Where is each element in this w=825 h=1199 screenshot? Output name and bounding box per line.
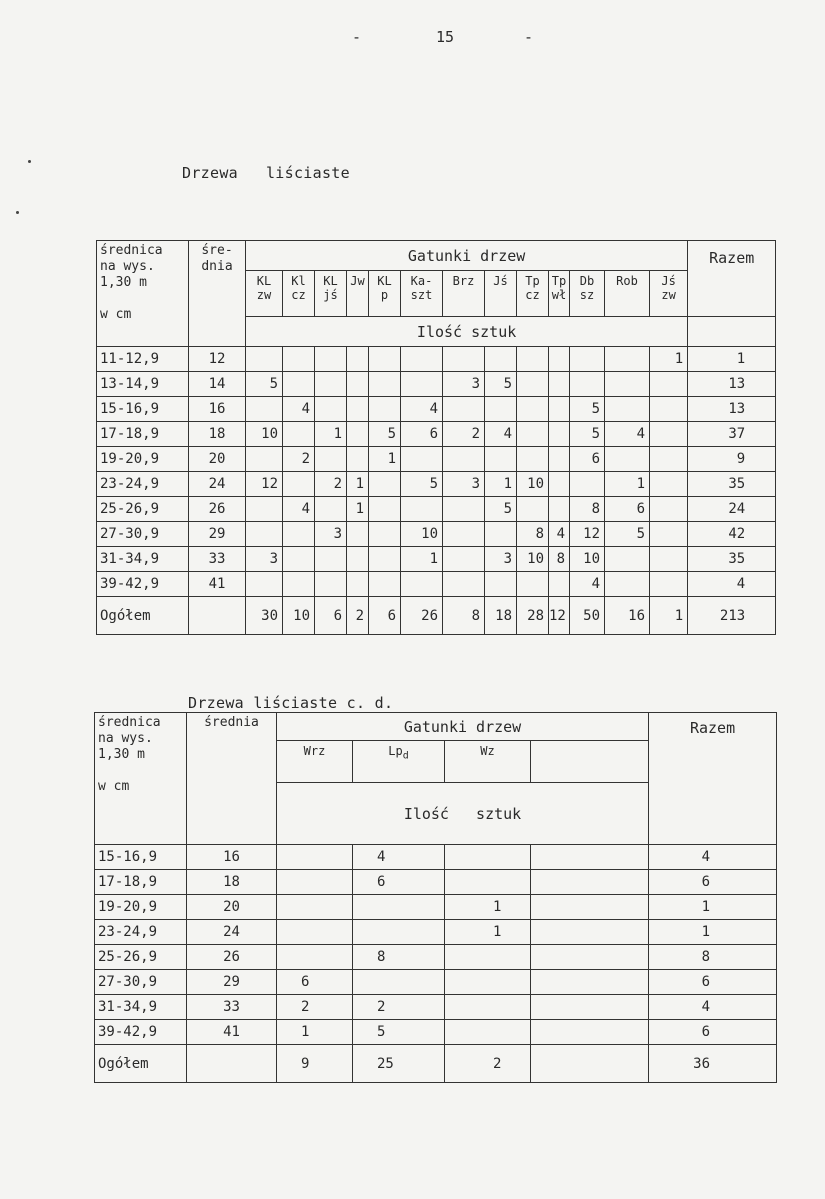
total-cell: 35	[688, 547, 776, 572]
table-row	[95, 920, 777, 945]
count-cell	[347, 547, 369, 572]
average-cell: 41	[187, 1020, 277, 1045]
count-cell: 9	[277, 1045, 353, 1083]
count-cell	[283, 422, 315, 447]
count-cell	[277, 945, 353, 970]
count-cell: 2	[443, 422, 485, 447]
count-cell	[347, 347, 369, 372]
diameter-range-cell: Ogółem	[95, 1045, 187, 1083]
count-cell	[650, 422, 688, 447]
table-row	[97, 472, 776, 497]
count-cell: 10	[517, 547, 549, 572]
count-cell	[246, 522, 283, 547]
diameter-range-cell: 31-34,9	[97, 547, 189, 572]
average-cell: 41	[189, 572, 246, 597]
count-cell	[650, 397, 688, 422]
t1-header-total-blank	[688, 317, 776, 347]
count-cell: 4	[549, 522, 570, 547]
average-cell: 24	[187, 920, 277, 945]
table-row	[97, 397, 776, 422]
count-cell	[443, 347, 485, 372]
table-row	[97, 372, 776, 397]
table1	[96, 240, 776, 635]
count-cell: 10	[517, 472, 549, 497]
count-cell	[485, 447, 517, 472]
count-cell: 5	[246, 372, 283, 397]
count-cell: 8	[353, 945, 445, 970]
table-row	[95, 995, 777, 1020]
count-cell	[605, 572, 650, 597]
count-cell: 16	[605, 597, 650, 635]
count-cell: 5	[570, 397, 605, 422]
total-cell: 35	[688, 472, 776, 497]
diameter-range-cell: 25-26,9	[97, 497, 189, 522]
count-cell	[246, 497, 283, 522]
t1-species-header: Db sz	[570, 271, 605, 317]
count-cell	[353, 970, 445, 995]
average-cell: 18	[189, 422, 246, 447]
table-row	[95, 1020, 777, 1045]
table-sum-row	[95, 1045, 777, 1083]
count-cell: 1	[445, 895, 531, 920]
count-cell	[347, 397, 369, 422]
count-cell: 8	[549, 547, 570, 572]
count-cell	[369, 572, 401, 597]
total-cell: 6	[649, 870, 777, 895]
diameter-range-cell: 17-18,9	[95, 870, 187, 895]
t2-species-header	[531, 741, 649, 783]
count-cell	[401, 497, 443, 522]
average-cell: 20	[187, 895, 277, 920]
count-cell	[246, 397, 283, 422]
diameter-range-cell: Ogółem	[97, 597, 189, 635]
count-cell: 6	[369, 597, 401, 635]
count-cell	[443, 497, 485, 522]
count-cell	[347, 522, 369, 547]
count-cell	[369, 472, 401, 497]
count-cell	[650, 372, 688, 397]
count-cell: 1	[369, 447, 401, 472]
count-cell	[315, 497, 347, 522]
diameter-range-cell: 17-18,9	[97, 422, 189, 447]
count-cell: 1	[277, 1020, 353, 1045]
table2-title: Drzewa liściaste c. d.	[188, 694, 394, 712]
count-cell	[443, 572, 485, 597]
t1-species-header: Jś	[485, 271, 517, 317]
count-cell: 18	[485, 597, 517, 635]
count-cell	[443, 547, 485, 572]
t1-species-header: Rob	[605, 271, 650, 317]
table1-title: Drzewa liściaste	[182, 164, 350, 182]
total-cell: 24	[688, 497, 776, 522]
count-cell	[369, 372, 401, 397]
count-cell: 1	[401, 547, 443, 572]
species-header-text: Lp	[388, 744, 403, 758]
average-cell: 20	[189, 447, 246, 472]
count-cell	[445, 945, 531, 970]
count-cell: 1	[315, 422, 347, 447]
count-cell	[570, 347, 605, 372]
count-cell: 2	[353, 995, 445, 1020]
count-cell	[517, 347, 549, 372]
count-cell: 12	[246, 472, 283, 497]
count-cell	[517, 447, 549, 472]
count-cell: 8	[443, 597, 485, 635]
t1-species-header: Ka- szt	[401, 271, 443, 317]
count-cell: 3	[315, 522, 347, 547]
average-cell: 29	[189, 522, 246, 547]
total-cell: 13	[688, 397, 776, 422]
count-cell: 3	[443, 372, 485, 397]
count-cell	[347, 572, 369, 597]
count-cell: 2	[347, 597, 369, 635]
count-cell: 4	[485, 422, 517, 447]
count-cell	[650, 472, 688, 497]
t1-species-header: Brz	[443, 271, 485, 317]
average-cell	[187, 1045, 277, 1083]
count-cell	[369, 522, 401, 547]
total-cell: 6	[649, 1020, 777, 1045]
count-cell: 8	[517, 522, 549, 547]
count-cell	[443, 397, 485, 422]
species-header-subscript: d	[402, 750, 409, 762]
total-cell: 37	[688, 422, 776, 447]
count-cell: 10	[283, 597, 315, 635]
count-cell: 5	[485, 497, 517, 522]
count-cell	[531, 845, 649, 870]
count-cell: 1	[650, 597, 688, 635]
count-cell: 6	[353, 870, 445, 895]
count-cell	[517, 372, 549, 397]
count-cell	[605, 447, 650, 472]
count-cell	[277, 920, 353, 945]
t1-header-total: Razem	[688, 241, 776, 317]
count-cell	[283, 547, 315, 572]
count-cell: 4	[353, 845, 445, 870]
count-cell: 1	[605, 472, 650, 497]
count-cell: 6	[401, 422, 443, 447]
count-cell	[443, 447, 485, 472]
count-cell	[549, 422, 570, 447]
total-cell: 8	[649, 945, 777, 970]
diameter-range-cell: 15-16,9	[97, 397, 189, 422]
t1-species-header: Kl cz	[283, 271, 315, 317]
count-cell	[531, 920, 649, 945]
count-cell: 10	[246, 422, 283, 447]
table-row	[95, 970, 777, 995]
page-number: 15	[436, 28, 455, 46]
count-cell: 50	[570, 597, 605, 635]
page-dash-right: -	[524, 28, 534, 46]
average-cell: 16	[187, 845, 277, 870]
count-cell: 5	[605, 522, 650, 547]
count-cell: 4	[570, 572, 605, 597]
count-cell	[605, 372, 650, 397]
table-row	[95, 895, 777, 920]
count-cell	[445, 845, 531, 870]
count-cell: 6	[605, 497, 650, 522]
total-cell: 4	[649, 995, 777, 1020]
count-cell: 12	[549, 597, 570, 635]
count-cell: 4	[283, 397, 315, 422]
count-cell	[315, 372, 347, 397]
count-cell: 10	[401, 522, 443, 547]
count-cell	[353, 920, 445, 945]
count-cell	[283, 472, 315, 497]
count-cell: 1	[347, 497, 369, 522]
table-row	[95, 945, 777, 970]
t1-header-average: śre- dnia	[189, 241, 246, 347]
count-cell	[549, 497, 570, 522]
diameter-range-cell: 23-24,9	[97, 472, 189, 497]
count-cell: 5	[570, 422, 605, 447]
count-cell: 30	[246, 597, 283, 635]
diameter-range-cell: 25-26,9	[95, 945, 187, 970]
count-cell	[401, 447, 443, 472]
count-cell: 12	[570, 522, 605, 547]
t1-header-species-group: Gatunki drzew	[246, 241, 688, 271]
table-row	[97, 447, 776, 472]
count-cell	[531, 1045, 649, 1083]
t2-header-diameter: średnica na wys. 1,30 m w cm	[95, 713, 187, 845]
diameter-range-cell: 19-20,9	[97, 447, 189, 472]
diameter-range-cell: 15-16,9	[95, 845, 187, 870]
table-row	[97, 547, 776, 572]
count-cell	[369, 497, 401, 522]
count-cell	[517, 397, 549, 422]
count-cell	[650, 447, 688, 472]
t1-species-header: Tp cz	[517, 271, 549, 317]
count-cell	[549, 397, 570, 422]
count-cell	[485, 572, 517, 597]
count-cell	[283, 347, 315, 372]
count-cell	[650, 547, 688, 572]
count-cell	[531, 945, 649, 970]
total-cell: 42	[688, 522, 776, 547]
count-cell	[531, 895, 649, 920]
count-cell: 26	[401, 597, 443, 635]
count-cell: 4	[283, 497, 315, 522]
t1-header-quantity: Ilość sztuk	[246, 317, 688, 347]
total-cell: 1	[649, 920, 777, 945]
count-cell	[283, 372, 315, 397]
count-cell: 8	[570, 497, 605, 522]
count-cell	[277, 845, 353, 870]
total-cell: 4	[688, 572, 776, 597]
count-cell	[485, 522, 517, 547]
count-cell	[517, 422, 549, 447]
diameter-range-cell: 11-12,9	[97, 347, 189, 372]
count-cell	[549, 472, 570, 497]
table-row	[97, 497, 776, 522]
total-cell: 9	[688, 447, 776, 472]
average-cell: 12	[189, 347, 246, 372]
count-cell: 1	[347, 472, 369, 497]
table-row	[97, 522, 776, 547]
table-row	[95, 845, 777, 870]
count-cell	[347, 422, 369, 447]
count-cell: 2	[315, 472, 347, 497]
count-cell	[347, 447, 369, 472]
count-cell	[401, 572, 443, 597]
count-cell: 6	[315, 597, 347, 635]
count-cell: 4	[605, 422, 650, 447]
count-cell	[443, 522, 485, 547]
t2-header-total: Razem	[649, 713, 777, 845]
count-cell	[277, 870, 353, 895]
total-cell: 13	[688, 372, 776, 397]
total-cell: 6	[649, 970, 777, 995]
average-cell: 33	[189, 547, 246, 572]
count-cell	[401, 372, 443, 397]
average-cell: 18	[187, 870, 277, 895]
count-cell: 1	[445, 920, 531, 945]
count-cell: 3	[443, 472, 485, 497]
t1-species-header: Tp wł	[549, 271, 570, 317]
count-cell: 5	[401, 472, 443, 497]
t2-header-quantity: Ilość sztuk	[277, 783, 649, 845]
count-cell	[445, 970, 531, 995]
count-cell	[369, 397, 401, 422]
count-cell	[283, 572, 315, 597]
count-cell: 2	[277, 995, 353, 1020]
count-cell	[549, 572, 570, 597]
count-cell	[246, 572, 283, 597]
table2	[94, 712, 777, 1083]
count-cell	[650, 522, 688, 547]
count-cell	[315, 397, 347, 422]
count-cell	[531, 995, 649, 1020]
table-row	[95, 870, 777, 895]
count-cell	[570, 472, 605, 497]
count-cell	[549, 447, 570, 472]
count-cell: 1	[650, 347, 688, 372]
total-cell: 1	[649, 895, 777, 920]
t1-species-header: Jw	[347, 271, 369, 317]
average-cell: 16	[189, 397, 246, 422]
t1-species-header: KL zw	[246, 271, 283, 317]
average-cell: 14	[189, 372, 246, 397]
count-cell	[650, 497, 688, 522]
scan-speck	[16, 211, 19, 214]
t2-header-species-group: Gatunki drzew	[277, 713, 649, 741]
t2-header-average: średnia	[187, 713, 277, 845]
diameter-range-cell: 39-42,9	[97, 572, 189, 597]
diameter-range-cell: 31-34,9	[95, 995, 187, 1020]
count-cell: 28	[517, 597, 549, 635]
count-cell: 5	[369, 422, 401, 447]
count-cell: 3	[246, 547, 283, 572]
count-cell	[315, 447, 347, 472]
table-row	[97, 422, 776, 447]
page-dash-left: -	[352, 28, 362, 46]
count-cell	[353, 895, 445, 920]
count-cell	[549, 372, 570, 397]
count-cell	[605, 397, 650, 422]
average-cell: 33	[187, 995, 277, 1020]
count-cell: 1	[485, 472, 517, 497]
average-cell: 29	[187, 970, 277, 995]
count-cell	[517, 497, 549, 522]
count-cell	[347, 372, 369, 397]
count-cell	[445, 995, 531, 1020]
diameter-range-cell: 23-24,9	[95, 920, 187, 945]
diameter-range-cell: 39-42,9	[95, 1020, 187, 1045]
total-cell: 1	[688, 347, 776, 372]
average-cell: 24	[189, 472, 246, 497]
count-cell	[650, 572, 688, 597]
count-cell: 4	[401, 397, 443, 422]
count-cell: 25	[353, 1045, 445, 1083]
t1-header-diameter: średnica na wys. 1,30 m w cm	[97, 241, 189, 347]
t1-species-header: Jś zw	[650, 271, 688, 317]
scan-speck	[28, 160, 31, 163]
average-cell: 26	[187, 945, 277, 970]
count-cell	[517, 572, 549, 597]
t2-species-header: Wz	[445, 741, 531, 783]
diameter-range-cell: 19-20,9	[95, 895, 187, 920]
count-cell	[570, 372, 605, 397]
diameter-range-cell: 27-30,9	[97, 522, 189, 547]
count-cell: 3	[485, 547, 517, 572]
t1-species-header: KL p	[369, 271, 401, 317]
count-cell: 6	[277, 970, 353, 995]
total-cell: 36	[649, 1045, 777, 1083]
count-cell	[246, 347, 283, 372]
count-cell: 2	[445, 1045, 531, 1083]
t2-species-header	[353, 741, 445, 783]
count-cell: 5	[353, 1020, 445, 1045]
count-cell	[315, 347, 347, 372]
count-cell: 10	[570, 547, 605, 572]
count-cell	[549, 347, 570, 372]
count-cell	[531, 870, 649, 895]
count-cell	[485, 347, 517, 372]
count-cell: 6	[570, 447, 605, 472]
count-cell	[605, 347, 650, 372]
count-cell: 2	[283, 447, 315, 472]
count-cell: 5	[485, 372, 517, 397]
table-row	[97, 572, 776, 597]
t1-species-header: KL jś	[315, 271, 347, 317]
count-cell	[445, 1020, 531, 1045]
table-sum-row	[97, 597, 776, 635]
count-cell	[401, 347, 443, 372]
count-cell	[445, 870, 531, 895]
t2-species-header: Wrz	[277, 741, 353, 783]
average-cell: 26	[189, 497, 246, 522]
count-cell	[315, 572, 347, 597]
count-cell	[283, 522, 315, 547]
count-cell	[531, 1020, 649, 1045]
total-cell: 213	[688, 597, 776, 635]
total-cell: 4	[649, 845, 777, 870]
count-cell	[485, 397, 517, 422]
count-cell	[369, 547, 401, 572]
average-cell	[189, 597, 246, 635]
count-cell	[531, 970, 649, 995]
count-cell	[315, 547, 347, 572]
count-cell	[277, 895, 353, 920]
count-cell	[369, 347, 401, 372]
diameter-range-cell: 13-14,9	[97, 372, 189, 397]
table-row	[97, 347, 776, 372]
count-cell	[605, 547, 650, 572]
diameter-range-cell: 27-30,9	[95, 970, 187, 995]
count-cell	[246, 447, 283, 472]
